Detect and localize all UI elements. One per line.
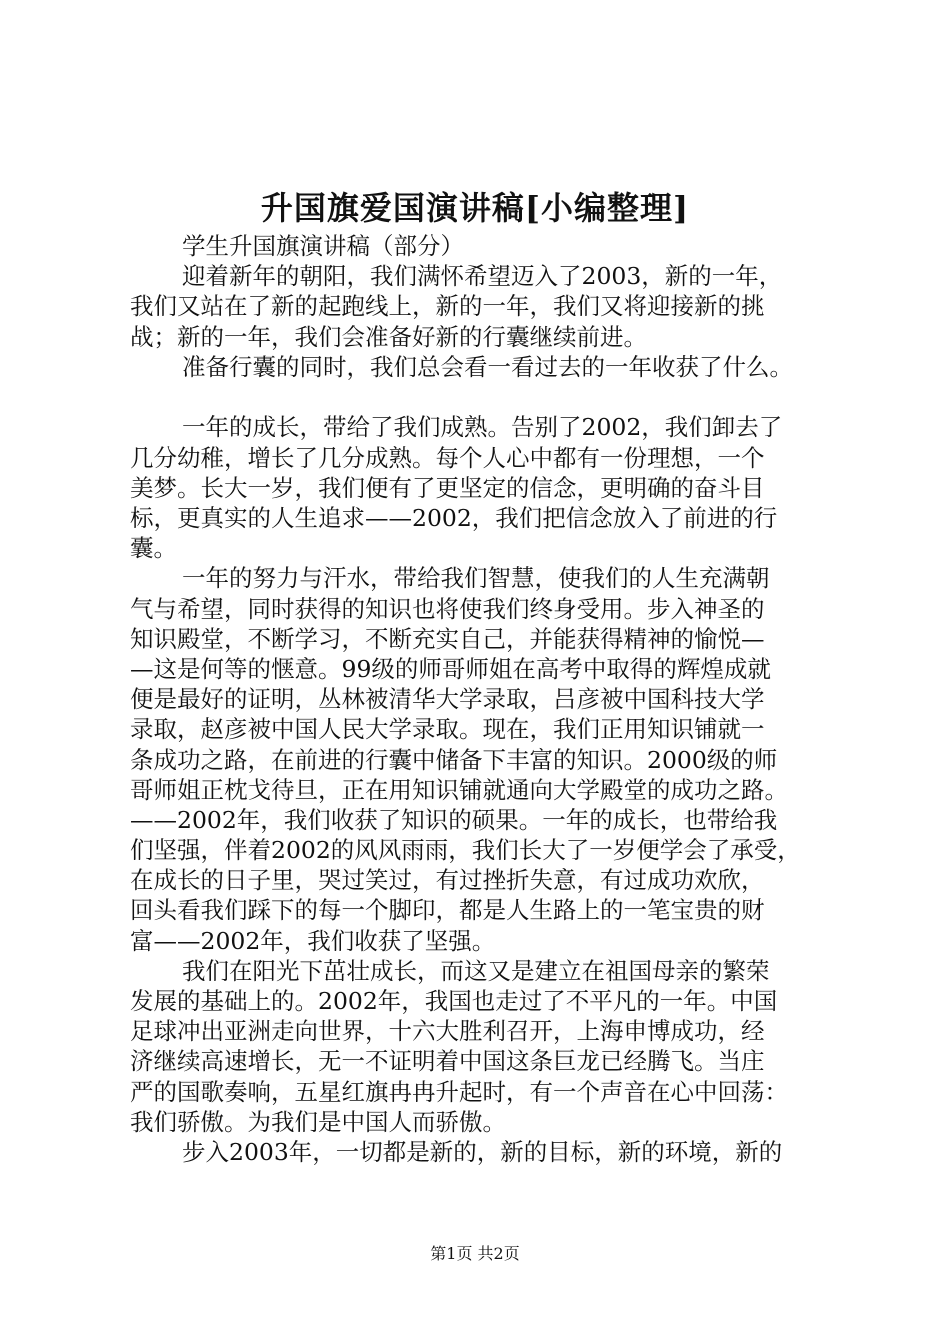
paragraph-line: 知识殿堂，不断学习，不断充实自己，并能获得精神的愉悦— — [130, 624, 765, 653]
paragraph-line: 迎着新年的朝阳，我们满怀希望迈入了2003，新的一年， — [182, 262, 783, 291]
subtitle-line: 学生升国旗演讲稿（部分） — [182, 232, 464, 260]
paragraph-line: 一年的成长，带给了我们成熟。告别了2002，我们卸去了 — [182, 413, 783, 442]
paragraph-line: 一年的努力与汗水，带给我们智慧，使我们的人生充满朝 — [182, 564, 770, 593]
paragraph-line: 美梦。长大一岁，我们便有了更坚定的信念，更明确的奋斗目 — [130, 473, 765, 502]
paragraph-line: 在成长的日子里，哭过笑过，有过挫折失意，有过成功欢欣， — [130, 866, 765, 895]
paragraph-line: 标，更真实的人生追求——2002，我们把信念放入了前进的行 — [130, 504, 778, 532]
paragraph-line: 便是最好的证明，丛林被清华大学录取，吕彦被中国科技大学 — [130, 685, 765, 714]
paragraph-line: 济继续高速增长，无一不证明着中国这条巨龙已经腾飞。当庄 — [130, 1047, 765, 1076]
paragraph-line: 条成功之路，在前进的行囊中储备下丰富的知识。2000级的师 — [130, 745, 778, 774]
document-title: 升国旗爱国演讲稿[小编整理] — [260, 189, 690, 227]
paragraph-line: 准备行囊的同时，我们总会看一看过去的一年收获了什么。 — [182, 352, 793, 381]
document-body — [130, 231, 834, 1167]
paragraph-line: 哥师姐正枕戈待旦，正在用知识铺就通向大学殿堂的成功之路。 — [130, 775, 788, 804]
paragraph-line: 几分幼稚，增长了几分成熟。每个人心中都有一份理想，一个 — [130, 443, 765, 472]
paragraph-line: 严的国歌奏响，五星红旗冉冉升起时，有一个声音在心中回荡： — [130, 1077, 788, 1106]
paragraph-line: —这是何等的惬意。99级的师哥师姐在高考中取得的辉煌成就 — [130, 654, 771, 683]
paragraph-gap — [130, 382, 834, 413]
paragraph-line: 我们又站在了新的起跑线上，新的一年，我们又将迎接新的挑 — [130, 292, 765, 321]
paragraph-line: 战；新的一年，我们会准备好新的行囊继续前进。 — [130, 322, 647, 351]
paragraph-line: 录取，赵彦被中国人民大学录取。现在，我们正用知识铺就一 — [130, 715, 765, 744]
paragraph-line: 囊。 — [130, 534, 177, 563]
paragraph-line: 我们在阳光下茁壮成长，而这又是建立在祖国母亲的繁荣 — [182, 956, 770, 985]
paragraph-line: 富——2002年，我们收获了坚强。 — [130, 926, 496, 955]
paragraph-line: 们坚强，伴着2002的风风雨雨，我们长大了一岁便学会了承受， — [130, 836, 801, 865]
page-footer: 第1页 共2页 — [430, 1244, 520, 1263]
paragraph-line: 回头看我们踩下的每一个脚印，都是人生路上的一笔宝贵的财 — [130, 896, 765, 925]
paragraph-line: ——2002年，我们收获了知识的硕果。一年的成长，也带给我 — [130, 805, 778, 834]
paragraph-line: 足球冲出亚洲走向世界，十六大胜利召开，上海申博成功，经 — [130, 1017, 765, 1046]
paragraph-line: 发展的基础上的。2002年，我国也走过了不平凡的一年。中国 — [130, 987, 778, 1015]
paragraph-line: 我们骄傲。为我们是中国人而骄傲。 — [130, 1107, 506, 1136]
paragraph-line: 气与希望，同时获得的知识也将使我们终身受用。步入神圣的 — [130, 594, 765, 623]
paragraph-line: 步入2003年，一切都是新的，新的目标，新的环境，新的 — [182, 1137, 783, 1166]
